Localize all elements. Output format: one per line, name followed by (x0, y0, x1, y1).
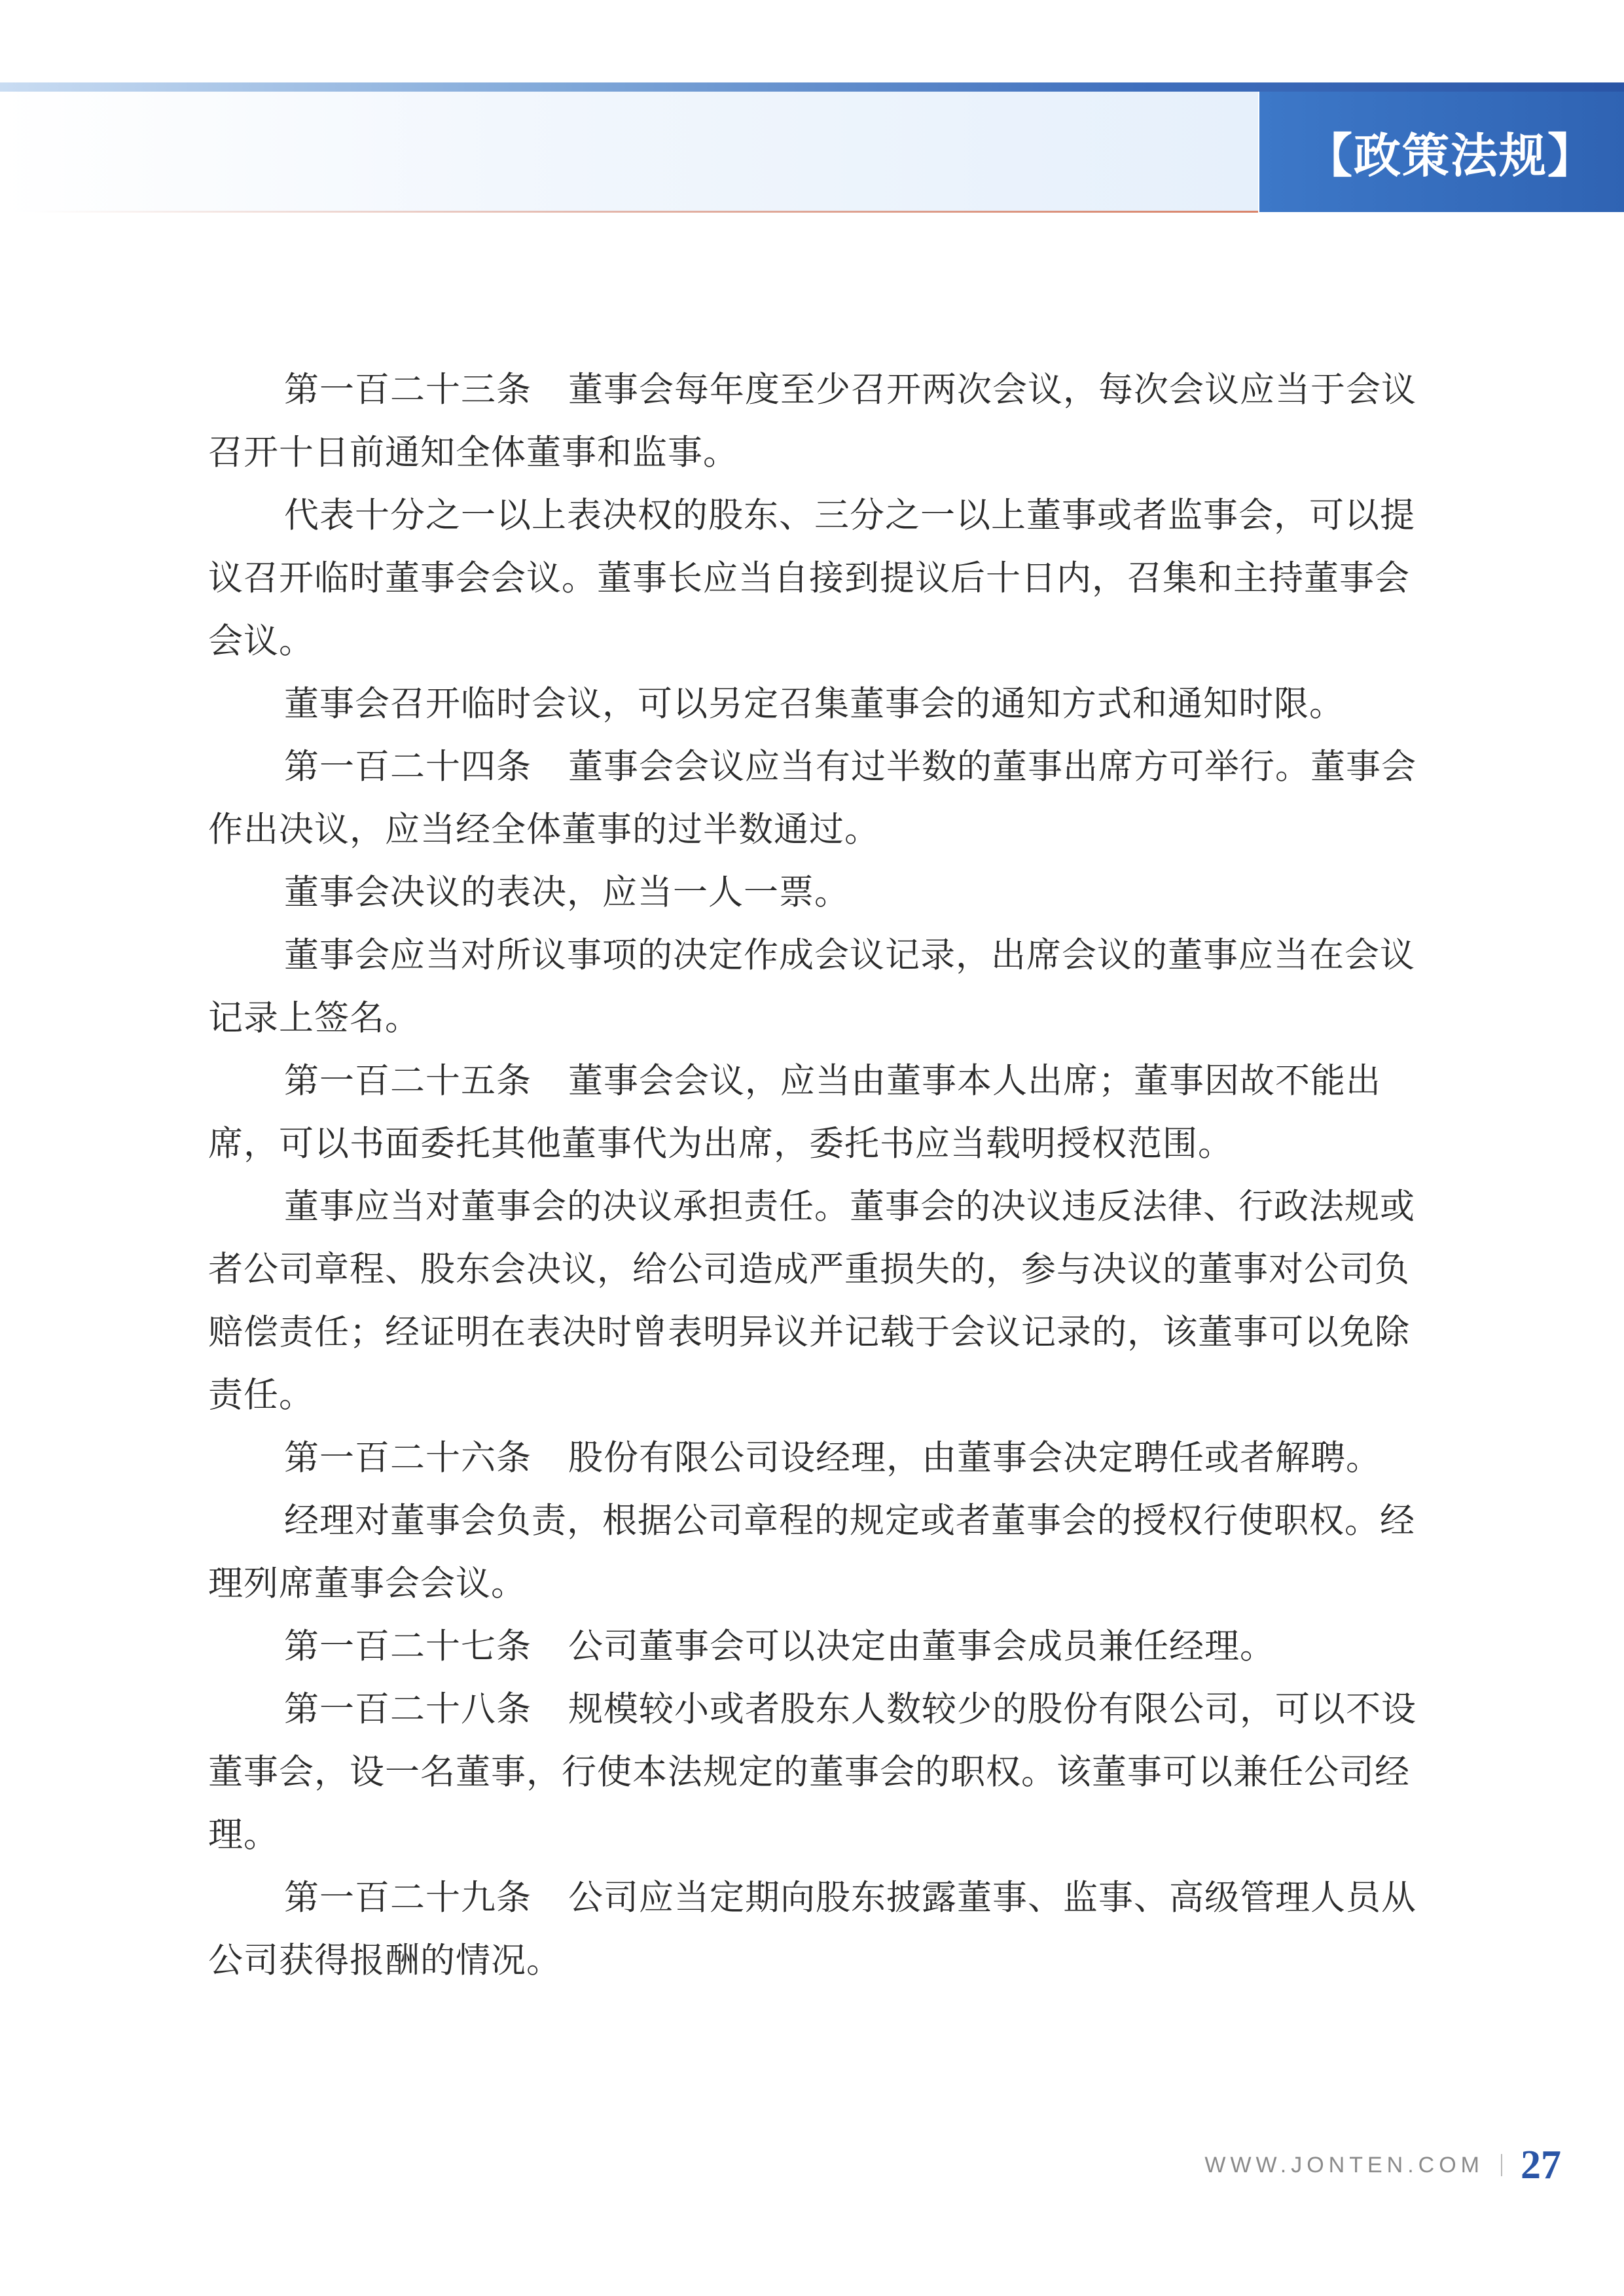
paragraph (208, 1175, 1427, 1427)
paragraph (208, 673, 1427, 736)
paragraph (208, 924, 1427, 1050)
paragraph (208, 484, 1427, 673)
article-number: 第一百二十六条 (284, 1438, 532, 1478)
paragraph-text: 公司董事会可以决定由董事会成员兼任经理。 (568, 1626, 1275, 1666)
top-color-rule (0, 82, 1624, 92)
paragraph (208, 1427, 1427, 1490)
footer-divider (1501, 2154, 1502, 2176)
paragraph-text: 董事会召开临时会议，可以另定召集董事会的通知方式和通知时限。 (284, 684, 1344, 724)
section-tag-label: 【政策法规】 (1305, 128, 1597, 183)
article-number: 第一百二十五条 (284, 1061, 532, 1101)
article-number: 第一百二十七条 (284, 1626, 532, 1666)
paragraph (208, 1678, 1427, 1867)
paragraph (208, 861, 1427, 924)
article-number: 第一百二十八条 (284, 1689, 532, 1729)
paragraph (208, 359, 1427, 484)
paragraph (208, 1615, 1427, 1678)
paragraph (208, 1050, 1427, 1175)
website-link[interactable]: WWW.JONTEN.COM (1204, 2152, 1484, 2178)
header-divider (33, 211, 1258, 213)
paragraph (208, 736, 1427, 861)
page-footer (1204, 2139, 1561, 2191)
paragraph (208, 1867, 1427, 1992)
paragraph-text: 代表十分之一以上表决权的股东、三分之一以上董事或者监事会，可以提议召开临时董事会会议。董事长应当自接到提议后十日内，召集和主持董事会会议。 (208, 495, 1415, 661)
article-number: 第一百二十三条 (284, 370, 532, 410)
paragraph-text: 经理对董事会负责，根据公司章程的规定或者董事会的授权行使职权。经理列席董事会会议。 (208, 1501, 1415, 1604)
paragraph-text: 董事会会议，应当由董事本人出席；董事因故不能出席，可以书面委托其他董事代为出席，委托书应当载明授权范围。 (208, 1061, 1381, 1164)
paragraph-text: 董事会会议应当有过半数的董事出席方可举行。董事会作出决议，应当经全体董事的过半数通过。 (208, 747, 1416, 850)
page-number: 27 (1521, 2142, 1561, 2187)
section-tag (1259, 92, 1624, 212)
paragraph-text: 董事会决议的表决，应当一人一票。 (284, 872, 850, 912)
paragraph (208, 1490, 1427, 1615)
header-band (0, 92, 1258, 212)
paragraph-text: 公司应当定期向股东披露董事、监事、高级管理人员从公司获得报酬的情况。 (208, 1878, 1416, 1981)
paragraph-text: 规模较小或者股东人数较少的股份有限公司，可以不设董事会，设一名董事，行使本法规定的董事会的职权。该董事可以兼任公司经理。 (208, 1689, 1416, 1855)
paragraph-text: 董事会每年度至少召开两次会议，每次会议应当于会议召开十日前通知全体董事和监事。 (208, 370, 1416, 473)
paragraph-text: 董事会应当对所议事项的决定作成会议记录，出席会议的董事应当在会议记录上签名。 (208, 935, 1415, 1038)
article-number: 第一百二十九条 (284, 1878, 532, 1918)
article-number: 第一百二十四条 (284, 747, 532, 787)
paragraph-text: 董事应当对董事会的决议承担责任。董事会的决议违反法律、行政法规或者公司章程、股东会决议，给公司造成严重损失的，参与决议的董事对公司负赔偿责任；经证明在表决时曾表明异议并记载于会议记录的，该董事可以免除责任。 (208, 1187, 1415, 1415)
article-body (208, 359, 1427, 1992)
paragraph-text: 股份有限公司设经理，由董事会决定聘任或者解聘。 (568, 1438, 1381, 1478)
